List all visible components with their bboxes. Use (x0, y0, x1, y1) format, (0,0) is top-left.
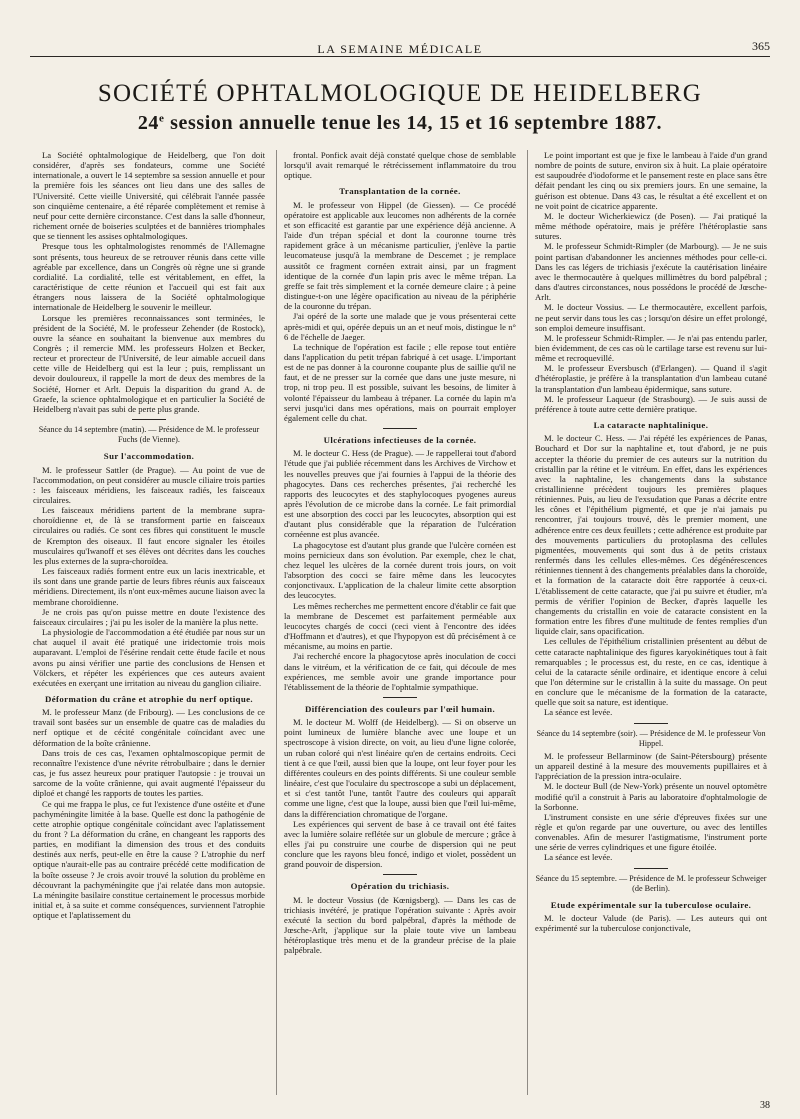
session-text: session annuelle tenue les 14, 15 et 16 septembre 1887. (170, 112, 663, 134)
section-divider (634, 723, 668, 724)
paragraph: La séance est levée. (544, 707, 613, 718)
section-heading: Déformation du crâne et atrophie du nerf optique. (44, 693, 254, 704)
section-heading: Ulcérations infectieuses de la cornée. (323, 435, 477, 446)
paragraph: M. le professeur Schmidt-Rimpler. — Je n'ai pas entendu parler, bien évidemment, de ces cas où le cartilage tarse est revenu sur lui-même et recroquevillé. (535, 332, 767, 364)
paragraph: M. le docteur Wicherkiewicz (de Posen). — J'ai pratiqué la même méthode opératoire, mais je préfère l'hétéroplastie sans sutures. (535, 210, 767, 242)
column-1 (30, 150, 268, 1095)
session-note: Séance du 15 septembre. — Présidence de M. le professeur Schweiger (de Berlin). (535, 873, 767, 893)
paragraph: M. le professeur Bellarminow (de Saint-Pétersbourg) présente un appareil destiné à la mesure des mouvements pupillaires et à l'appréciation de la pression intra-oculaire. (535, 750, 767, 782)
journal-title: LA SEMAINE MÉDICALE (317, 42, 483, 56)
session-note: Séance du 14 septembre (matin). — Présidence de M. le professeur Fuchs (de Vienne). (38, 425, 260, 445)
paragraph: M. le professeur Schmidt-Rimpler (de Marbourg). — Je ne suis point partisan d'abandonner les anciennes méthodes pour celle-ci. Dans les cas légers de trichiasis j'exécute la cautérisation linéaire avec le thermocautère à quelques millimètres du bord palpébral ; dans d'autres circonstances, nous possédons le procédé de Jœsche-Arlt. (535, 241, 767, 303)
paragraph: M. le docteur C. Hess. — J'ai répété les expériences de Panas, Bouchard et Dor sur la naphtaline et, tout d'abord, je ne puis accepter la théorie du premier de ces auteurs sur la nutrition du cristallin par la rétine et le vitréum. En effet, dans les expériences avec la naphtaline, les changements dans la substance cristallinienne précèdent toujours les premières plaques rétiniennes. Puis, au lieu de l'exsudation que Panas a décrite entre les cônes et l'épithélium pigmenté, et que je n'ai jamais pu rencontrer, j'ai toujours trouvé, dès le premier moment, une adhérence entre ces deux feuillets ; cette adhérence est produite par des mouvements particuliers du protoplasma des cellules pigmentées, mouvements qui sont dus à de petits cristaux renfermés dans les cellules elles-mêmes. Ces dégénérescences rétiniennes tiennent à des changements préalables dans la choroïde, et la formation de la cataracte doit être rapportée à ceux-ci. L'établissement de cette cataracte, que j'ai pu suivre et étudier, m'a permis de vérifier l'opinion de Becker, d'après laquelle les changements du cristallin en voie de cataracte consistent en la formation entre les fibres d'une multitude de fentes remplies d'un liquide clair, sans opacification. (535, 433, 767, 637)
paragraph: Les mêmes recherches me permettent encore d'établir ce fait que la membrane de Descemet est parfaitement perméable aux leucocytes chargés de cocci (ceci vient à l'encontre des idées d'Hoffmann et d'autres), et que l'hypopyon est dû précisément à ce mécanisme, au moins en partie. (284, 600, 516, 652)
running-head (30, 38, 770, 57)
paragraph: Les expériences qui servent de base à ce travail ont été faites avec la lumière solaire reflétée sur un globule de mercure ; grâce à elles j'ai pu construire une courbe de dispersion qui ne peut conclure que les rayons bleu foncé, indigo et violet, possèdent un grand pouvoir de dispersion. (284, 818, 516, 870)
paragraph: M. le docteur M. Wolff (de Heidelberg). — Si on observe un point lumineux de lumière blanche avec une loupe et un spectroscope à vision directe, on voit, au lieu d'une ligne colorée, un ruban coloré qui n'est linéaire qu'en de certains endroits. Ceci tient à ce que l'œil, aussi bien que la loupe, ont leur foyer pour les différentes couleurs en des points différents. Si une couleur semble linéaire, c'est que l'oculaire du spectroscope a subi un déplacement, et si c'est tantôt l'une, tantôt l'autre des couleurs qui apparaît comme une ligne, c'est que la loupe, aussi bien que l'œil lui-même, dans la différenciation chromatique de l'organe. (284, 717, 516, 819)
section-divider (383, 697, 417, 698)
paragraph: M. le docteur Bull (de New-York) présente un nouvel optomètre modifié qu'il a construit à Paris au laboratoire d'ophtalmologie de la Sorbonne. (535, 781, 767, 812)
paragraph: Je ne crois pas qu'on puisse mettre en doute l'existence des faisceaux circulaires ; j'ai pu les isoler de la manière la plus nette. (33, 606, 265, 627)
paragraph: La séance est levée. (544, 852, 613, 863)
page-number: 365 (752, 39, 770, 53)
paragraph: Les faisceaux méridiens partent de la membrane supra-choroïdienne et, de là se transforment partie en faisceaux circulaires ou radiés. Ce sont ces fibres qui constituent le muscle de Krempton des oiseaux. Il faut encore signaler les étoiles musculaires qu'Iwanoff et ses élèves ont décrites dans les couches les plus externes de la supra-choroïdea. (33, 505, 265, 566)
paragraph: Ce qui me frappa le plus, ce fut l'existence d'une ostéite et d'une pachyméningite limitée à la base. Quelle est donc la pathogénie de cette atrophie optique congénitale coïncidant avec l'aplatissement du front ? La déformation du crâne, en changeant les rapports des parties, en modifiant la dimension des trous et des conduits destinés aux nerfs, peut-elle en être la cause ? L'atrophie du nerf optique n'aurait-elle pas au contraire précédé cette modification de la boîte osseuse ? Je crois avoir trouvé la solution du problème en découvrant la pachyméningite que j'ai relatée dans mon autopsie. La méningite basilaire constitue certainement le processus morbide initial et, à sa suite et comme conséquences, surviennent l'atrophie optique et l'aplatissement du (33, 798, 265, 921)
paragraph: Les faisceaux radiés forment entre eux un lacis inextricable, et ils sont dans une grande partie de leurs fibres réunis aux faisceaux méridiens. Directement, ils n'ont eux-mêmes aucune liaison avec la membrane choroïdienne. (33, 566, 265, 607)
column-2 (276, 150, 519, 1095)
footer-number: 38 (760, 1100, 770, 1111)
paragraph: M. le professeur Manz (de Fribourg). — Les conclusions de ce travail sont basées sur un ensemble de quatre cas de maladies du nerf optique et de cécité congénitale coïncidant avec une déformation de la boîte crânienne. (33, 707, 265, 748)
paragraph: M. le docteur Vossius (de Kœnigsberg). — Dans les cas de trichiasis invétéré, je pratique l'opération suivante : Après avoir exécuté la section du bord palpébral, d'après la méthode de Jœsche-Arlt, j'applique sur la plaie toute vive un lambeau hétéroplastique très menu et de la grandeur précise de la plaie palpébrale. (284, 894, 516, 956)
paragraph: La physiologie de l'accommodation a été étudiée par nous sur un chat auquel il avait été pratiqué une iridectomie trois mois auparavant. L'emploi de l'ésérine rendait cette étude facile et nous avons pu ainsi vérifier une partie des conclusions de Hensen et Völckers, et répéter les expériences que ces auteurs avaient exécutées en exerçant une irritation au niveau du ganglion ciliaire. (33, 627, 265, 688)
paragraph: La phagocytose est d'autant plus grande que l'ulcère cornéen est moins pernicieux dans son évolution. Par exemple, chez le chat, chez lequel les ulcères de la cornée durent trois jours, on voit l'absorption des cocci se faire même dans les leucocytes conjonctivaux. L'application de la chaleur limite cette absorption des leucocytes. (284, 539, 516, 601)
column-3 (527, 150, 770, 1095)
paragraph: Presque tous les ophtalmologistes renommés de l'Allemagne sont présents, tous heureux de se retrouver réunis dans cette ville agréable par excellence, dans un Congrès où règne une si grande cordialité. La cordialité, telle est véritablement, en effet, la caractéristique de cette réunion et l'accueil qui est fait aux étrangers nous laissera de la Société ophtalmologique internationale de Heidelberg le souvenir le meilleur. (33, 241, 265, 313)
paragraph: La Société ophtalmologique de Heidelberg, que l'on doit considérer, d'après ses fondateurs, comme une Société internationale, a ouvert le 14 septembre sa session annuelle et pour la première fois les séances ont lieu dans une des salles de l'Université. Cette vieille Université, qui célébrait l'année passée son cinquième centenaire, a été réparée complètement et remise à neuf pour cette dernière circonstance. C'est dans la salle d'honneur, richement ornée de boiseries sculptées et de bannières triomphales que se tiennent les assises ophtalmologiques. (33, 150, 265, 242)
section-heading: La cataracte naphtalinique. (593, 420, 709, 431)
section-heading: Opération du trichiasis. (350, 881, 450, 892)
section-divider (383, 874, 417, 875)
paragraph: Le point important est que je fixe le lambeau à l'aide d'un grand nombre de points de suture, environ six à huit. La plaie opératoire est saupoudrée d'iodoforme et le pansement reste en place sans être défait pendant les cinq ou six premiers jours. En une semaine, la guérison est obtenue. Dans 43 cas, le résultat a été excellent et on ne voit point de cicatrice apparente. (535, 150, 767, 211)
paragraph: M. le professeur von Hippel (de Giessen). — Ce procédé opératoire est applicable aux leucomes non adhérents de la cornée et son efficacité est garantie par une expérience déjà ancienne. A l'aide d'un trépan spécial et dont la couronne tourne très rapidement grâce à un mécanisme particulier, j'enlève la partie leucomateuse jusqu'à la membrane de Descemet ; je remplace aussitôt ce fragment cornéen extrait ainsi, par un fragment identique de la cornée d'un lapin pris avec le même trépan. La greffe se fait très simplement et la cornée demeure claire ; à peine distingue-t-on une légère opacification au niveau de la périphérie de la couronne du trépan. (284, 199, 516, 312)
section-heading: Sur l'accommodation. (103, 451, 195, 462)
section-heading: Transplantation de la cornée. (339, 186, 461, 197)
section-heading: Etude expérimentale sur la tuberculose oculaire. (550, 899, 752, 910)
session-ordinal: 24 (137, 112, 160, 134)
paragraph: Dans trois de ces cas, l'examen ophtalmoscopique permit de reconnaître l'existence d'une névrite rétrobulbaire ; dans le dernier cas, je fus assez heureux pour pratiquer l'autopsie : je trouvai un sarcome de la voûte crânienne, qui avait augmenté l'épaisseur du diploé et changé les rapports de toutes les parties. (33, 747, 265, 799)
paragraph: M. le docteur Valude (de Paris). — Les auteurs qui ont expérimenté sur la tuberculose conjonctivale, (535, 913, 767, 934)
section-divider (383, 428, 417, 429)
paragraph: M. le professeur Eversbusch (d'Erlangen). — Quand il s'agit d'hétéroplastie, je préfère à la transplantation d'un lambeau cutané la transplantation d'un lambeau épidermique, sans suture. (535, 363, 767, 394)
session-ordinal-suffix: e (159, 112, 165, 125)
paragraph: J'ai opéré de la sorte une malade que je vous présenterai cette après-midi et qui, opérée depuis un an et neuf mois, distingue le n° 6 de l'échelle de Jaeger. (284, 311, 516, 342)
paragraph: frontal. Ponfick avait déjà constaté quelque chose de semblable lorsqu'il avait remarqué le rétrécissement inflammatoire du trou optique. (284, 150, 516, 181)
society-heading: SOCIÉTÉ OPHTALMOLOGIQUE DE HEIDELBERG (97, 80, 703, 107)
section-divider (132, 419, 166, 420)
session-subheading (0, 112, 800, 135)
paragraph: Les cellules de l'épithélium cristallinien présentent au début de cette cataracte naphtalinique des figures karyokinétiques tout à fait remarquables ; le processus est, du reste, en ce cas, identique à celui de la cataracte sénile ordinaire, et identique encore à celui que l'on détermine sur le cristallin à la suite du massage. On peut en conclure que le mécanisme de la formation de la cataracte, quelle que soit sa nature, est identique. (535, 636, 767, 708)
paragraph: J'ai recherché encore la phagocytose après inoculation de cocci dans le vitréum, et la vérification de ce fait, qui découle de mes expériences, me semble avoir une grande importance pour l'établissement de la théorie de l'ophtalmie sympathique. (284, 651, 516, 692)
session-note: Séance du 14 septembre (soir). — Présidence de M. le professeur Von Hippel. (536, 728, 766, 748)
section-heading: Différenciation des couleurs par l'œil humain. (304, 703, 496, 714)
paragraph: M. le professeur Sattler (de Prague). — Au point de vue de l'accommodation, on peut considérer au muscle ciliaire trois parties : les faisceaux méridiens, les faisceaux radiés, les faisceaux circulaires. (33, 464, 265, 505)
paragraph: La technique de l'opération est facile ; elle repose tout entière dans l'application du petit trépan fabriqué à cet usage. L'important est de ne pas donner à la couronne coupante plus de saillie qu'il ne faut, et de ne presser sur la cornée que dans une juste mesure, ni trop, ni trop peu. Il est possible, suivant les besoins, de limiter à volonté l'épaisseur du lambeau à trépaner. La cornée du lapin m'a servi jusqu'ici dans mes opérations, mais on pourrait employer également celle du chat. (284, 341, 516, 423)
paragraph: Lorsque les premières reconnaissances sont terminées, le président de la Société, M. le professeur Zehender (de Rostock), ouvre la séance en souhaitant la bienvenue aux membres du Congrès ; il remercie MM. les professeurs Holzen et Becker, recteur et prorecteur de l'Université, de leur aimable accueil dans cette ville de Heidelberg qui est la leur ; puis, remplissant un devoir douloureux, il rappelle la mort de deux des membres de la Société, Horner et Arlt. Depuis la disparition du grand A. de Graefe, la science ophtalmologique et en particulier la Société de Heidelberg n'avait pas subi de perte plus grande. (33, 312, 265, 414)
paragraph: M. le docteur Vossius. — Le thermocautère, excellent parfois, ne peut servir dans tous les cas ; lorsqu'on désire un effet prolongé, son emploi demeure insuffisant. (535, 302, 767, 333)
paragraph: L'instrument consiste en une série d'épreuves fixées sur une règle et qu'on regarde par une ouverture, ou avec des lentilles convenables. Afin de mesurer l'astigmatisme, l'instrument porte une série de verres cylindriques et une figure étoilée. (535, 811, 767, 853)
section-divider (634, 868, 668, 869)
article-columns (30, 150, 770, 1095)
paragraph: M. le docteur C. Hess (de Prague). — Je rappellerai tout d'abord l'étude que j'ai publiée récemment dans les Archives de Virchow et les nouvelles preuves que j'ai fournies à l'appui de la théorie des phagocytes. Dans ces recherches présentes, j'ai recherché les rapports des leucocytes et des staphylocoques pyogenes aureus après l'évolution de ce microbe dans la cornée. Le fait primordial est une absorption des cocci par les leucocytes, absorption qui est d'autant plus considérable que la réparation de l'ulcération cornéenne est plus avancée. (284, 448, 516, 540)
paragraph: M. le professeur Laqueur (de Strasbourg). — Je suis aussi de préférence à toute autre cette dernière pratique. (535, 393, 767, 414)
